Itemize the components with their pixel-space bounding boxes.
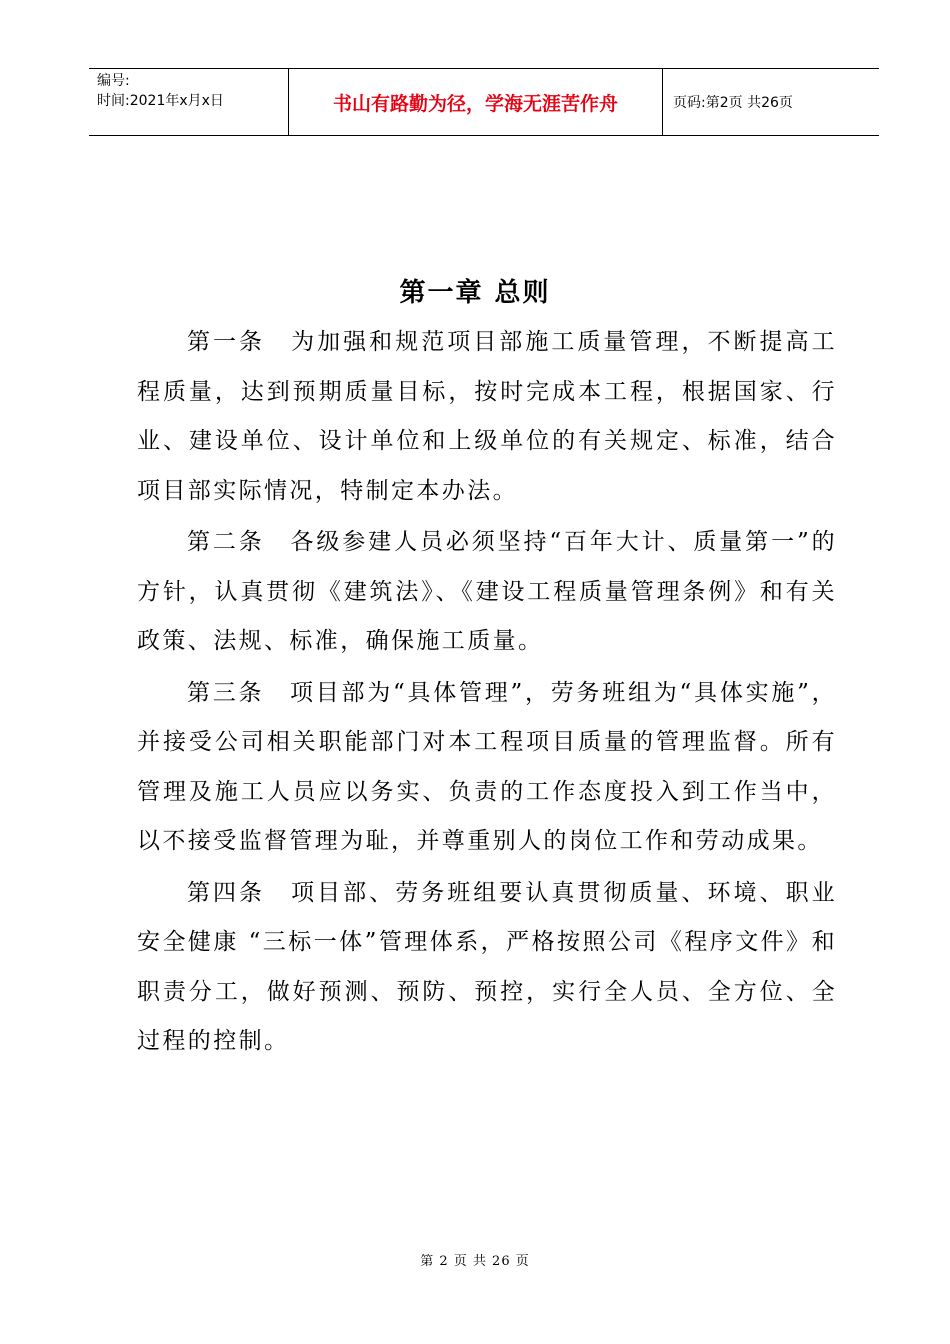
page-footer: 第 2 页 共 26 页 bbox=[420, 1254, 530, 1269]
header-motto: 书山有路勤为径，学海无涯苦作舟 bbox=[289, 69, 663, 135]
document-body bbox=[137, 318, 837, 1069]
header-meta bbox=[89, 69, 289, 135]
page-header bbox=[89, 68, 879, 136]
article-2: 第二条 各级参建人员必须坚持“百年大计、质量第一”的方针，认真贯彻《建筑法》、《建设工程质量管理条例》和有关政策、法规、标准，确保施工质量。 bbox=[137, 529, 837, 654]
article-1: 第一条 为加强和规范项目部施工质量管理，不断提高工程质量，达到预期质量目标，按时完成本工程，根据国家、行业、建设单位、设计单位和上级单位的有关规定、标准，结合项目部实际情况，特制定本办法。 bbox=[137, 329, 837, 504]
header-page-info: 页码:第2页 共26页 bbox=[673, 95, 793, 111]
doc-number-label: 编号: bbox=[97, 73, 130, 89]
article-4: 第四条 项目部、劳务班组要认真贯彻质量、环境、职业安全健康 “三标一体”管理体系，严格按照公司《程序文件》和职责分工，做好预测、预防、预控，实行全人员、全方位、全过程的控制。 bbox=[137, 879, 837, 1054]
chapter-title: 第一章 总则 bbox=[399, 278, 551, 308]
article-3: 第三条 项目部为“具体管理”，劳务班组为“具体实施”，并接受公司相关职能部门对本工程项目质量的管理监督。所有管理及施工人员应以务实、负责的工作态度投入到工作当中，以不接受监督管理为耻，并尊重别人的岗位工作和劳动成果。 bbox=[137, 679, 837, 854]
time-label: 时间:2021年x月x日 bbox=[97, 93, 224, 109]
